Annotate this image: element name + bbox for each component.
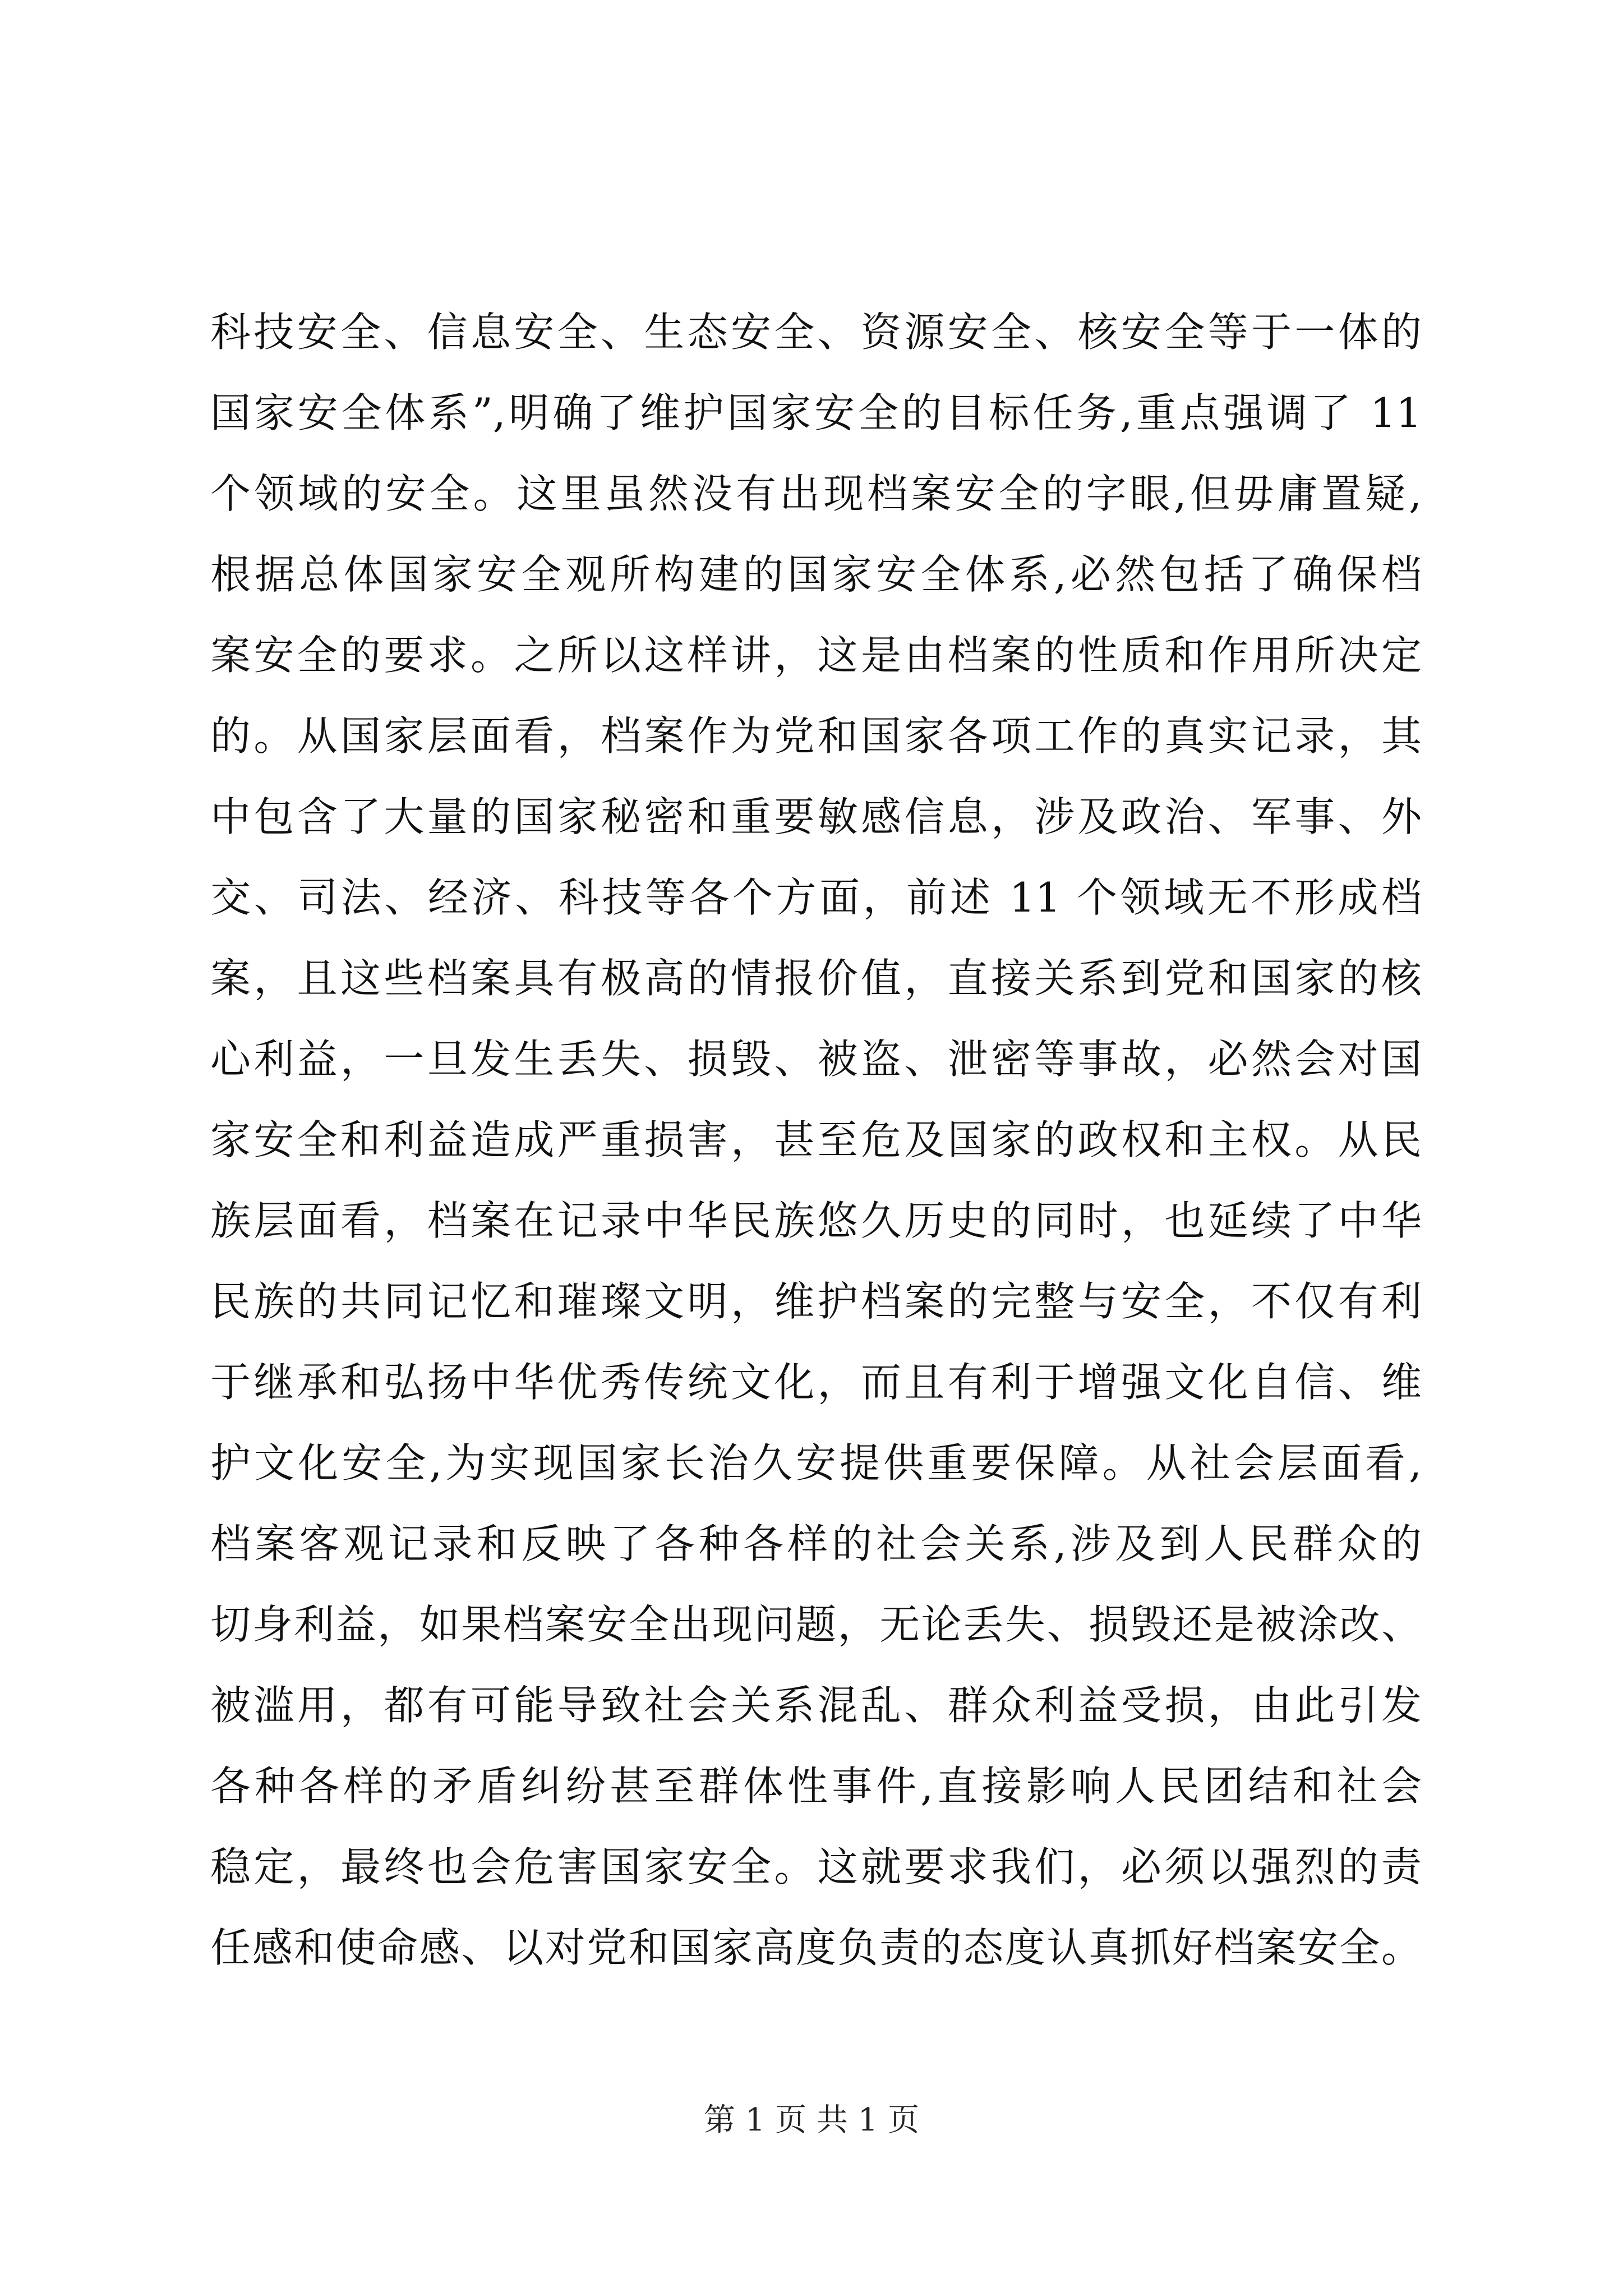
text-line-20: 稳定，最终也会危害国家安全。这就要求我们，必须以强烈的责 bbox=[210, 1843, 1422, 1890]
text-line-7: 中包含了大量的国家秘密和重要敏感信息，涉及政治、军事、外 bbox=[210, 793, 1422, 840]
text-line-9: 案，且这些档案具有极高的情报价值，直接关系到党和国家的核 bbox=[210, 955, 1422, 1002]
text-line-6: 的。从国家层面看，档案作为党和国家各项工作的真实记录，其 bbox=[210, 712, 1422, 760]
text-line-10: 心利益，一旦发生丢失、损毁、被盗、泄密等事故，必然会对国 bbox=[210, 1036, 1422, 1083]
text-line-2: 国家安全体系”,明确了维护国家安全的目标任务,重点强调了 11 bbox=[210, 389, 1422, 436]
text-line-3: 个领域的安全。这里虽然没有出现档案安全的字眼,但毋庸置疑, bbox=[210, 470, 1422, 517]
text-line-14: 于继承和弘扬中华优秀传统文化，而且有利于增强文化自信、维 bbox=[210, 1359, 1422, 1406]
text-line-4: 根据总体国家安全观所构建的国家安全体系,必然包括了确保档 bbox=[210, 551, 1422, 598]
text-line-19: 各种各样的矛盾纠纷甚至群体性事件,直接影响人民团结和社会 bbox=[210, 1763, 1422, 1810]
page-footer: 第 1 页 共 1 页 bbox=[703, 2102, 920, 2138]
body-text bbox=[210, 292, 1422, 1988]
text-line-16: 档案客观记录和反映了各种各样的社会关系,涉及到人民群众的 bbox=[210, 1520, 1422, 1567]
text-line-5: 案安全的要求。之所以这样讲，这是由档案的性质和作用所决定 bbox=[210, 632, 1422, 679]
text-line-8: 交、司法、经济、科技等各个方面，前述 11 个领域无不形成档 bbox=[210, 874, 1422, 921]
text-line-15: 护文化安全,为实现国家长治久安提供重要保障。从社会层面看, bbox=[210, 1439, 1422, 1487]
text-line-12: 族层面看，档案在记录中华民族悠久历史的同时，也延续了中华 bbox=[210, 1197, 1422, 1244]
text-line-11: 家安全和利益造成严重损害，甚至危及国家的政权和主权。从民 bbox=[210, 1116, 1422, 1163]
text-line-17: 切身利益，如果档案安全出现问题，无论丢失、损毁还是被涂改、 bbox=[210, 1601, 1422, 1648]
text-line-13: 民族的共同记忆和璀璨文明，维护档案的完整与安全，不仅有利 bbox=[210, 1278, 1422, 1325]
text-line-18: 被滥用，都有可能导致社会关系混乱、群众利益受损，由此引发 bbox=[210, 1682, 1422, 1729]
text-line-21: 任感和使命感、以对党和国家高度负责的态度认真抓好档案安全。 bbox=[210, 1924, 1422, 1971]
text-line-1: 科技安全、信息安全、生态安全、资源安全、核安全等于一体的 bbox=[210, 309, 1422, 356]
